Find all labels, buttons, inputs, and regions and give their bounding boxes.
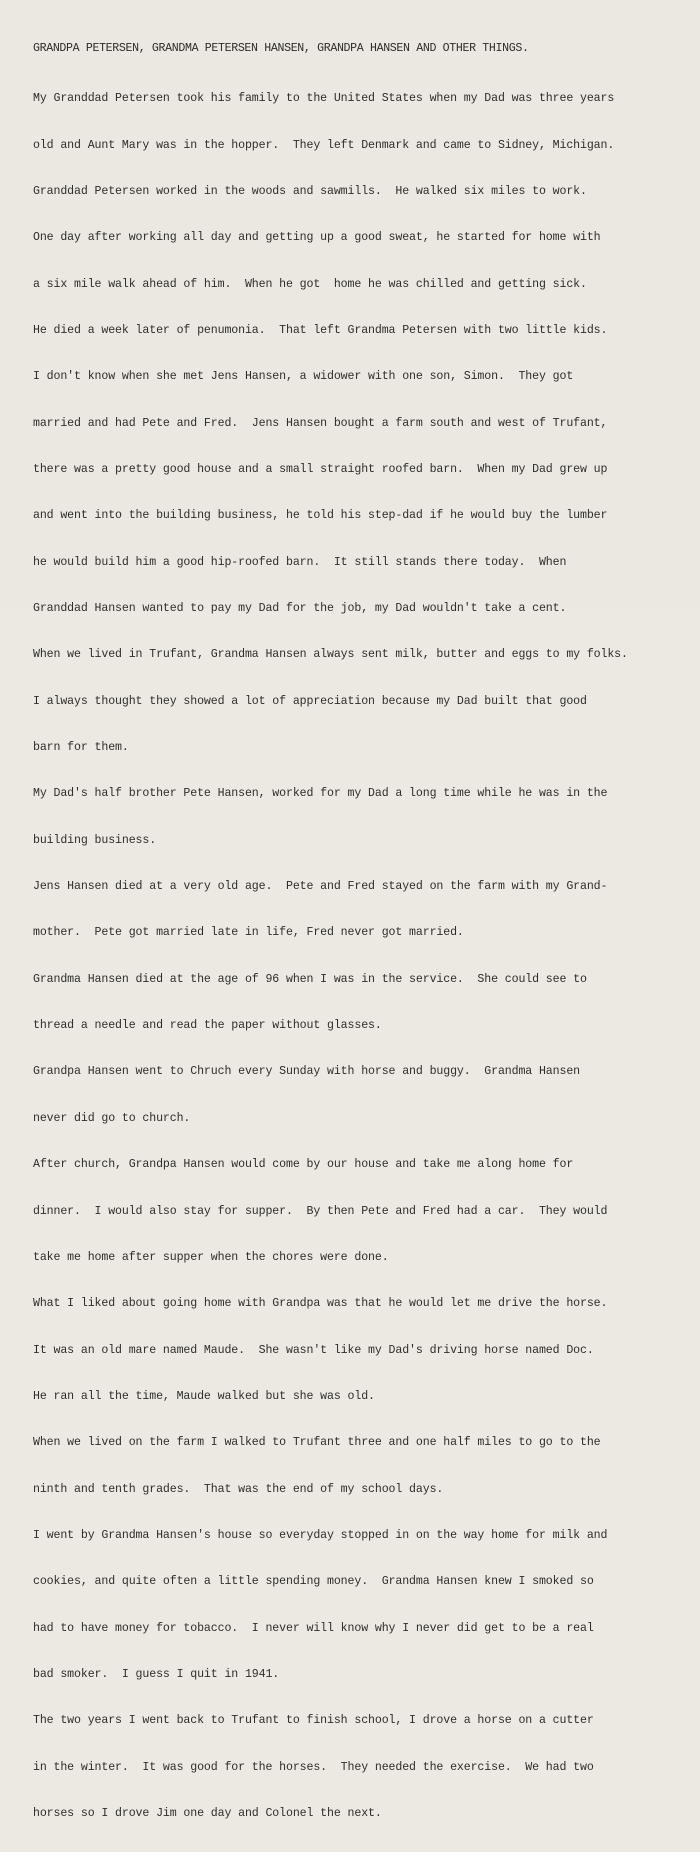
text-line: Granddad Hansen wanted to pay my Dad for the job, my Dad wouldn't take a cent. bbox=[33, 602, 567, 616]
text-line: there was a pretty good house and a small straight roofed barn. When my Dad grew up bbox=[33, 463, 608, 476]
text-line: I don't know when she met Jens Hansen, a widower with one son, Simon. They got bbox=[33, 370, 574, 384]
text-line: When we lived in Trufant, Grandma Hansen always sent milk, butter and eggs to my folks. bbox=[33, 648, 628, 662]
text-line: in the winter. It was good for the horses. They needed the exercise. We had two bbox=[33, 1760, 594, 1774]
text-line: Grandma Hansen died at the age of 96 when I was in the service. She could see to bbox=[33, 972, 587, 986]
text-line: What I liked about going home with Grandpa was that he would let me drive the horse. bbox=[33, 1297, 608, 1311]
text-line: My Granddad Petersen took his family to the United States when my Dad was three years bbox=[33, 92, 615, 106]
text-line: a six mile walk ahead of him. When he got home he was chilled and getting sick. bbox=[33, 277, 587, 291]
text-line: My Dad's half brother Pete Hansen, worked for my Dad a long time while he was in the bbox=[33, 787, 608, 801]
text-line: and went into the building business, he told his step-dad if he would buy the lumber bbox=[33, 509, 608, 523]
text-line: building business. bbox=[33, 833, 157, 847]
text-line: He died a week later of penumonia. That left Grandma Petersen with two little kids. bbox=[33, 323, 608, 337]
text-line: mother. Pete got married late in life, Fred never got married. bbox=[33, 926, 464, 940]
text-line: Jens Hansen died at a very old age. Pete and Fred stayed on the farm with my Grand- bbox=[33, 880, 608, 894]
text-line: never did go to church. bbox=[33, 1111, 191, 1125]
text-line: ninth and tenth grades. That was the end of my school days. bbox=[33, 1482, 444, 1496]
text-line: married and had Pete and Fred. Jens Hansen bought a farm south and west of Trufant, bbox=[33, 416, 608, 430]
text-line: I always thought they showed a lot of appreciation because my Dad built that good bbox=[33, 694, 587, 708]
text-line: cookies, and quite often a little spending money. Grandma Hansen knew I smoked so bbox=[33, 1575, 594, 1589]
document-title: GRANDPA PETERSEN, GRANDMA PETERSEN HANSEN, GRANDPA HANSEN AND OTHER THINGS. bbox=[33, 41, 529, 55]
text-line: had to have money for tobacco. I never will know why I never did get to be a real bbox=[33, 1621, 594, 1635]
text-line: dinner. I would also stay for supper. By then Pete and Fred had a car. They would bbox=[33, 1204, 608, 1218]
text-line: he would build him a good hip-roofed barn. It still stands there today. When bbox=[33, 555, 567, 569]
text-line: It was an old mare named Maude. She wasn't like my Dad's driving horse named Doc. bbox=[33, 1343, 594, 1357]
text-line: old and Aunt Mary was in the hopper. They left Denmark and came to Sidney, Michigan. bbox=[33, 138, 615, 152]
text-line: Grandpa Hansen went to Chruch every Sunday with horse and buggy. Grandma Hansen bbox=[33, 1065, 580, 1079]
text-line: After church, Grandpa Hansen would come by our house and take me along home for bbox=[33, 1158, 574, 1172]
text-line: bad smoker. I guess I quit in 1941. bbox=[33, 1667, 280, 1681]
text-line: thread a needle and read the paper without glasses. bbox=[33, 1019, 382, 1033]
text-line: barn for them. bbox=[33, 741, 129, 755]
text-line: take me home after supper when the chores were done. bbox=[33, 1250, 389, 1264]
text-line: I went by Grandma Hansen's house so everyday stopped in on the way home for milk and bbox=[33, 1528, 608, 1542]
text-line: horses so I drove Jim one day and Colonel the next. bbox=[33, 1806, 382, 1820]
text-line: One day after working all day and getting up a good sweat, he started for home with bbox=[33, 231, 601, 245]
text-line: The two years I went back to Trufant to finish school, I drove a horse on a cutter bbox=[33, 1714, 594, 1728]
typed-text-block bbox=[33, 10, 683, 1852]
text-line: When we lived on the farm I walked to Trufant three and one half miles to go to the bbox=[33, 1436, 601, 1450]
text-line: He ran all the time, Maude walked but she was old. bbox=[33, 1389, 375, 1403]
text-line: Granddad Petersen worked in the woods and sawmills. He walked six miles to work. bbox=[33, 184, 587, 198]
